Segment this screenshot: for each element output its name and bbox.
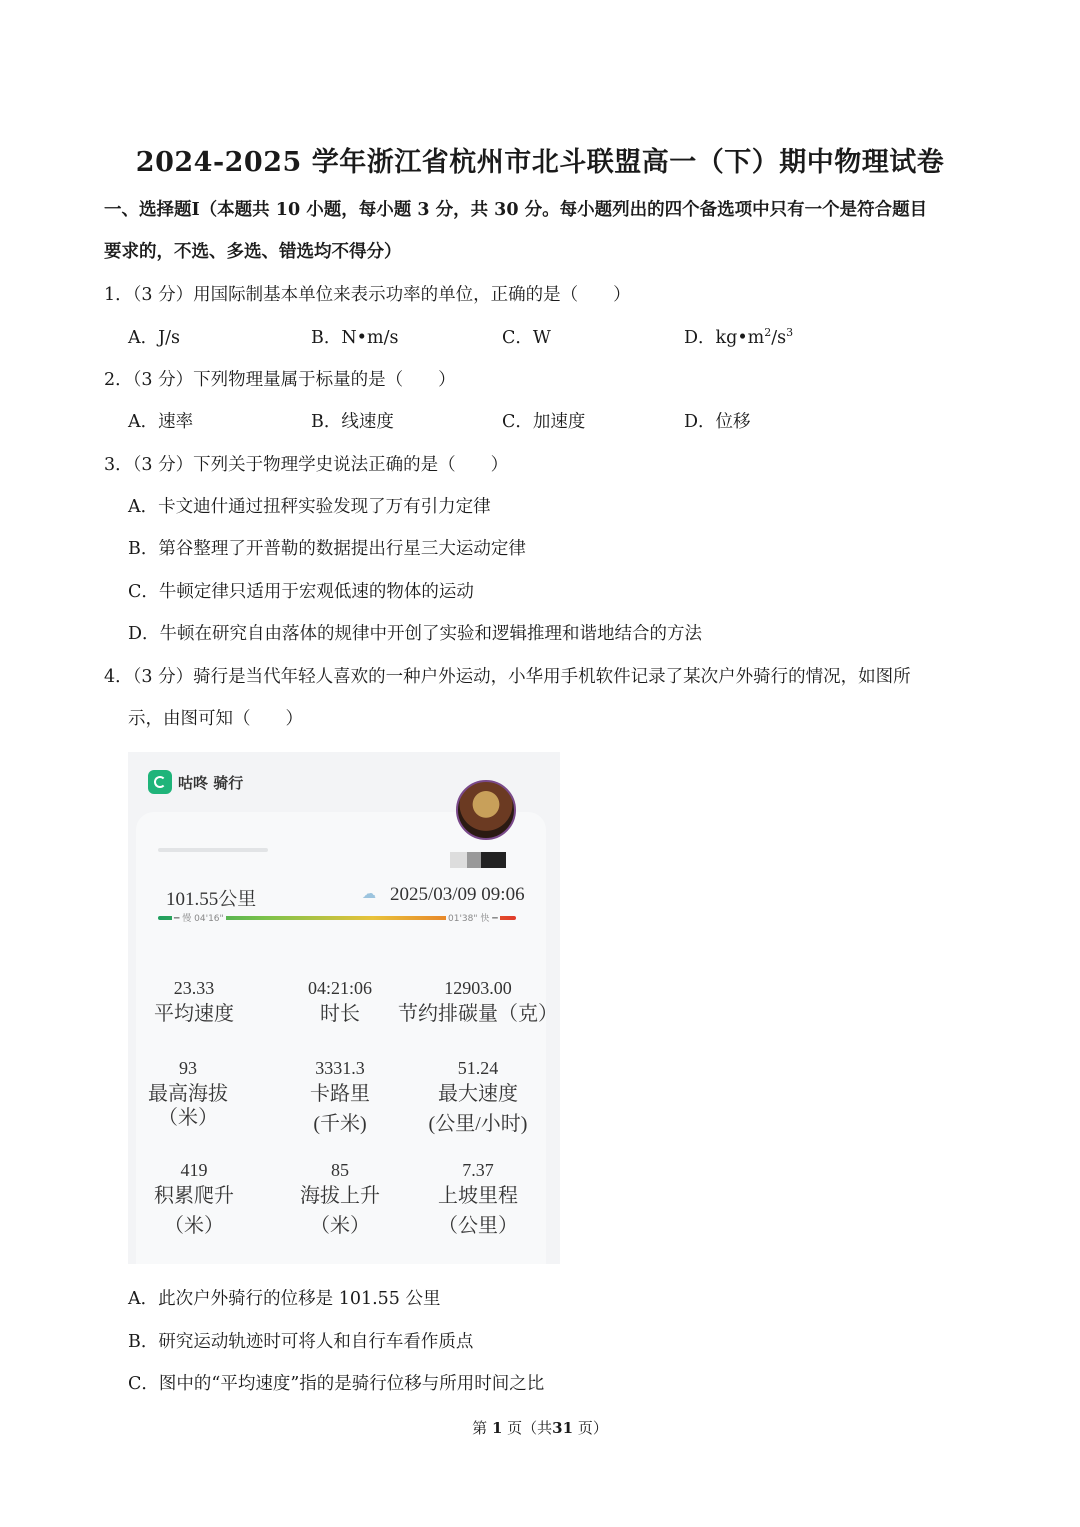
- question-2-stem: 2．（3 分）下列物理量属于标量的是（ ）: [104, 370, 456, 390]
- q1-option-b: B．N•m/s: [311, 328, 399, 348]
- slowest-pace-label: ━ 慢 04'16": [172, 911, 226, 924]
- app-logo-icon: [148, 770, 172, 794]
- weather-cloud-icon: ☁: [362, 886, 376, 902]
- section-heading-line2: 要求的，不选、多选、错选均不得分）: [104, 242, 402, 262]
- q2-option-d: D．位移: [684, 412, 751, 432]
- stat-calories: 3331.3 卡路里 (千米): [310, 1058, 370, 1135]
- fastest-pace-label: 01'38" 快 ━: [446, 911, 500, 924]
- q1-option-d: D．$kg•m^2/s^3$: [684, 326, 794, 348]
- stat-total-climb: 419 积累爬升 （米）: [154, 1160, 234, 1237]
- user-avatar: [456, 780, 516, 840]
- question-3-stem: 3．（3 分）下列关于物理学史说法正确的是（ ）: [104, 455, 509, 475]
- app-brand: 咕咚 骑行: [178, 774, 244, 792]
- ride-distance: 101.55公里: [166, 889, 257, 910]
- exam-title: 2024-2025 学年浙江省杭州市北斗联盟高一（下）期中物理试卷: [135, 147, 945, 178]
- q3-option-a: A．卡文迪什通过扭秤实验发现了万有引力定律: [128, 497, 491, 517]
- q2-option-c: C．加速度: [502, 412, 586, 432]
- stat-max-speed: 51.24 最大速度 (公里/小时): [428, 1058, 528, 1135]
- section-heading-line1: 一、选择题Ⅰ（本题共 10 小题，每小题 3 分，共 30 分。每小题列出的四个备选项中只有一个是符合题目: [104, 200, 928, 220]
- q2-option-b: B．线速度: [311, 412, 394, 432]
- stat-elevation-gain: 85 海拔上升 （米）: [300, 1160, 380, 1237]
- blurred-user-id: [450, 852, 506, 868]
- q4-option-b: B．研究运动轨迹时可将人和自行车看作质点: [128, 1332, 474, 1352]
- stat-uphill-distance: 7.37 上坡里程 （公里）: [438, 1160, 518, 1237]
- q4-option-a: A．此次户外骑行的位移是 101.55 公里: [128, 1289, 441, 1309]
- q3-option-d: D．牛顿在研究自由落体的规律中开创了实验和逻辑推理和谐地结合的方法: [128, 624, 703, 644]
- question-4-stem-line1: 4．（3 分）骑行是当代年轻人喜欢的一种户外运动，小华用手机软件记录了某次户外骑行的情况，如图所: [104, 667, 911, 687]
- question-4-stem-line2: 示，由图可知（ ）: [128, 709, 303, 729]
- stat-avg-speed: 23.33 平均速度: [154, 978, 234, 1025]
- q3-option-b: B．第谷整理了开普勒的数据提出行星三大运动定律: [128, 539, 526, 559]
- ride-datetime: 2025/03/09 09:06: [390, 884, 525, 905]
- q4-option-c: C．图中的“平均速度”指的是骑行位移与所用时间之比: [128, 1374, 545, 1394]
- page-footer: 第 1 页（共31 页）: [472, 1419, 608, 1437]
- stat-carbon-saved: 12903.00 节约排碳量（克）: [398, 978, 558, 1025]
- q1-option-a: A．J/s: [128, 328, 181, 348]
- cycling-app-figure: [128, 752, 560, 1264]
- q2-option-a: A．速率: [128, 412, 194, 432]
- question-1-stem: 1．（3 分）用国际制基本单位来表示功率的单位，正确的是（ ）: [104, 285, 631, 305]
- stat-max-altitude: 93 最高海拔 （米）: [148, 1058, 228, 1129]
- q3-option-c: C．牛顿定律只适用于宏观低速的物体的运动: [128, 582, 474, 602]
- blurred-username: [158, 848, 268, 852]
- stat-duration: 04:21:06 时长: [307, 978, 372, 1025]
- q1-option-c: C．W: [502, 328, 551, 348]
